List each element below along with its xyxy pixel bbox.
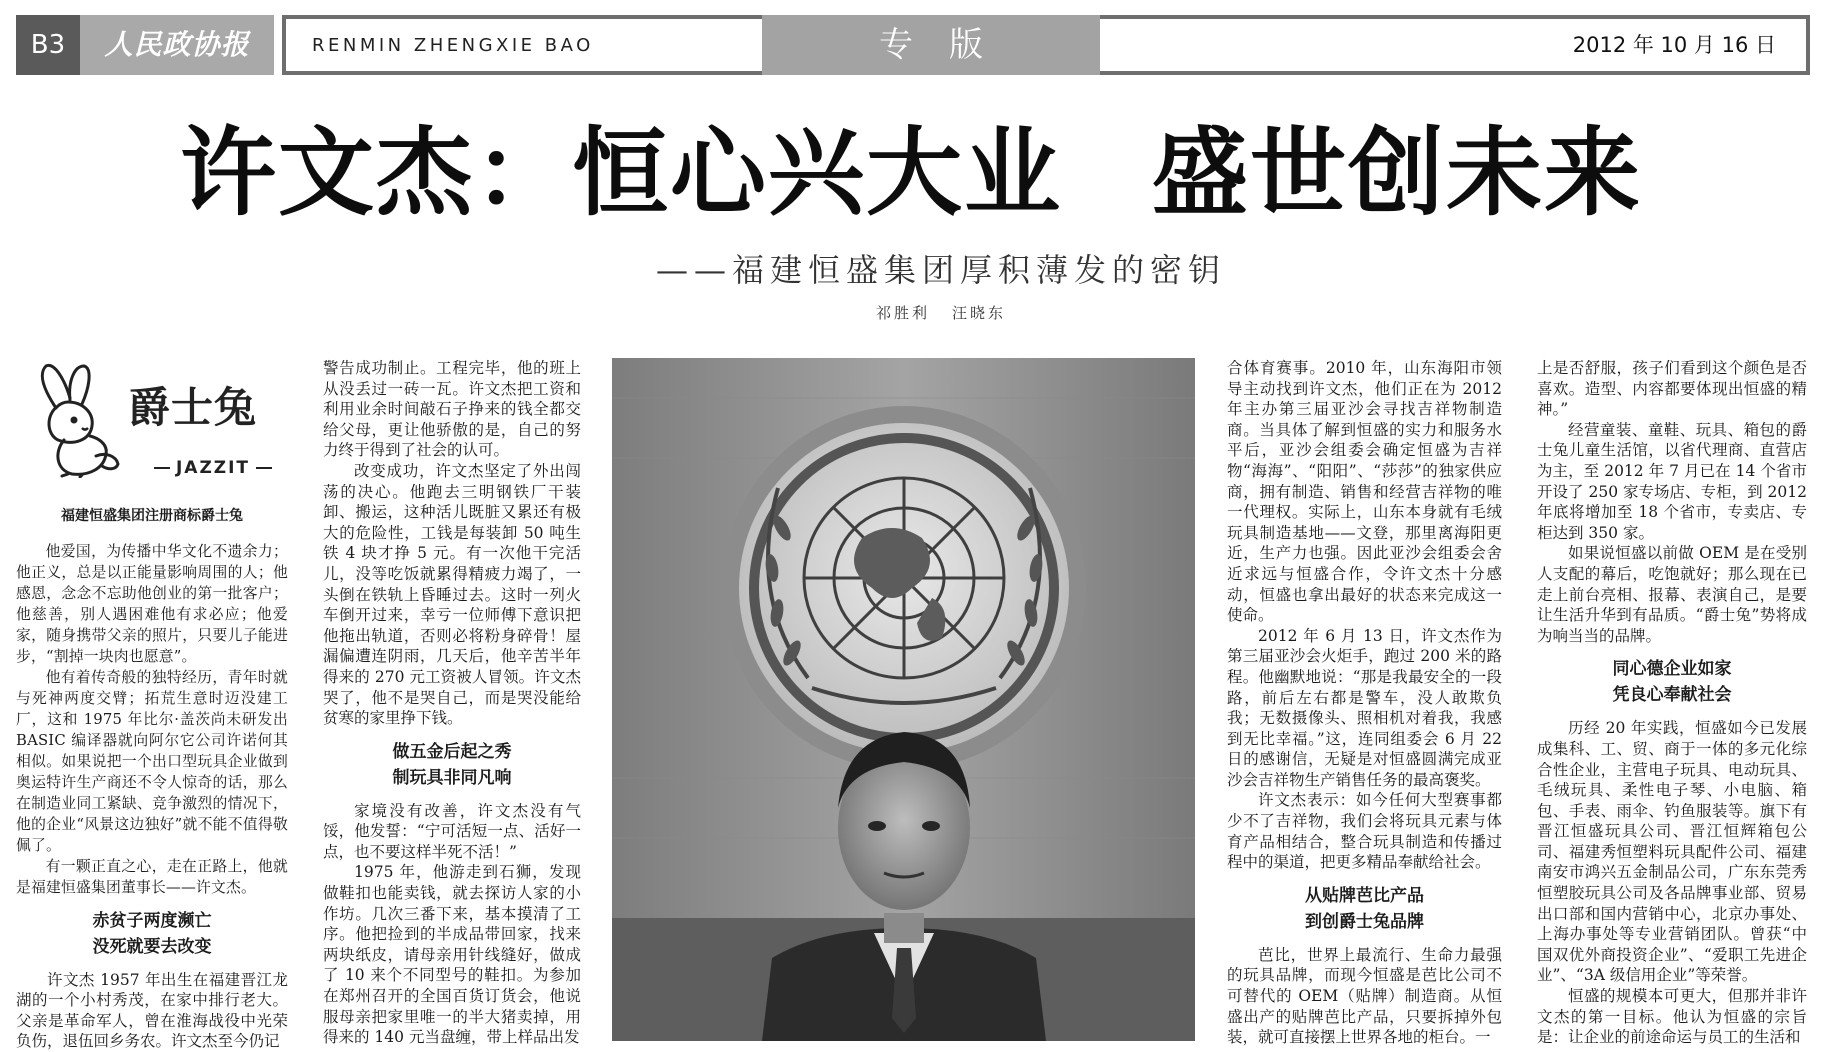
brand-logo [16, 358, 288, 478]
section-label: 专版 [762, 15, 1100, 75]
intro-paragraph: 有一颗正直之心，走在正路上，他就是福建恒盛集团董事长——许文杰。 [16, 857, 288, 896]
body-paragraph: 上是否舒服，孩子们看到这个颜色是否喜欢。造型、内容都要体现出恒盛的精神。” [1537, 359, 1807, 419]
body-paragraph: 警告成功制止。工程完毕，他的班上从没丢过一砖一瓦。许文杰把工资和利用业余时间敲石子挣来的钱全都交给父母，更让他骄傲的是，自己的努力终于得到了社会的认可。 [323, 359, 581, 460]
masthead [16, 15, 1810, 75]
body-paragraph: 合体育赛事。2010 年，山东海阳市领导主动找到许文杰，他们正在为 2012 年主办第三届亚沙会寻找吉祥物制造商。当具体了解到恒盛的实力和服务水平后，亚沙会组委会确定恒盛为吉祥物“海海”、“阳阳”、“莎莎”的独家供应商，拥有制造、销售和经营吉祥物的唯一代理权。实际上，山东本身就有毛绒玩具制造基地——文登，那里离海阳更近，生产力也强。因此亚沙会组委会舍近求远与恒盛合作，令许文杰十分感动，恒盛也拿出最好的状态来完成这一使命。 [1227, 359, 1502, 625]
body-paragraph: 改变成功，许文杰坚定了外出闯荡的决心。他跑去三明钢铁厂干装卸、搬运，这种活儿既脏又累还有极大的危险性，工钱是每装卸 50 吨生铁 4 块才挣 5 元。有一次他干完活儿，没等吃饭就累得精疲力竭了，一头倒在铁轨上昏睡过去。这时一列火车倒开过来，幸亏一位师傅下意识把他拖出轨道，否则必将粉身碎骨！屋漏偏遭连阴雨，几天后，他辛苦半年得来的 270 元工资被人冒领。许文杰哭了，他不是哭自己，而是哭没能给贫寒的家里挣下钱。 [323, 461, 581, 728]
column-1 [16, 358, 288, 1052]
column-4 [1227, 358, 1502, 1048]
author: 汪晓东 [952, 304, 1007, 322]
headline [0, 118, 1822, 228]
byline [0, 302, 1822, 323]
article-photo [612, 358, 1195, 1041]
brand-name-en: JAZZIT [128, 458, 298, 479]
column-5 [1537, 358, 1807, 1048]
heading-line: 没死就要去改变 [92, 936, 212, 957]
photo-illustration [612, 358, 1195, 1041]
intro-paragraph: 他有着传奇般的独特经历，青年时就与死神两度交臂；拓荒生意时迈没建工厂，这和 1975 年比尔·盖茨尚未研发出 BASIC 编译器就向阿尔它公司许诺何其相似。如果说把一个出口型玩具企业做到奥运特许生产商还不令人惊奇的话，那么在制造业同工紧缺、竞争激烈的情况下，他的企业“风景这边独好”就不能不值得敬佩了。 [16, 668, 288, 854]
heading-line: 到创爵士兔品牌 [1305, 911, 1424, 932]
body-paragraph: 芭比，世界上最流行、生命力最强的玩具品牌，而现今恒盛是芭比公司不可替代的 OEM（贴牌）制造商。从恒盛出产的贴牌芭比产品，只要拆掉外包装，就可直接摆上世界各地的柜台。一 [1227, 945, 1502, 1047]
section-heading [323, 739, 581, 791]
body-paragraph: 1975 年，他游走到石狮，发现做鞋扣也能卖钱，就去探访人家的小作坊。几次三番下来，基本摸清了工序。他把捡到的半成品带回家，找来两块纸皮，请母亲用针线缝好，做成了 10 来个不同型号的鞋扣。为参加在郑州召开的全国百货订货会，他说服母亲把家里唯一的半大猪卖掉，用得来的 140 元当盘缠，带上样品出发 [323, 863, 581, 1047]
heading-line: 赤贫子两度濒亡 [92, 910, 212, 931]
author: 祁胜利 [875, 304, 930, 322]
body-paragraph: 如果说恒盛以前做 OEM 是在受别人支配的幕后，吃饱就好；那么现在已走上前台亮相、报幕、表演自己，是要让生活升华到有品质。“爵士兔”势将成为响当当的品牌。 [1537, 544, 1807, 645]
section-heading [1537, 656, 1807, 708]
body-paragraph: 恒盛的规模本可更大，但那并非许文杰的第一目标。他认为恒盛的宗旨是：让企业的前途命运与员工的生活和 [1537, 987, 1807, 1047]
heading-line: 从贴牌芭比产品 [1305, 885, 1424, 906]
column-2 [323, 358, 581, 1048]
headline-part-1: 许文杰：恒心兴大业 [180, 117, 1062, 229]
intro-block [16, 541, 288, 898]
body-paragraph: 许文杰 1957 年出生在福建晋江龙湖的一个小村秀茂，在家中排行老大。父亲是革命军人，曾在淮海战役中光荣负伤，退伍回乡务农。许文杰至今仍记 [16, 970, 288, 1051]
body-paragraph: 2012 年 6 月 13 日，许文杰作为第三届亚沙会火炬手，跑过 200 米的路程。他幽默地说：“那是我最安全的一段路，前后左右都是警车，没人敢欺负我；无数摄像头、照相机对着我，我感到无比幸福。”这，连同组委会 6 月 22 日的感谢信，无疑是对恒盛圆满完成亚沙会吉祥物生产销售任务的最高褒奖。 [1227, 626, 1502, 789]
section-heading [1227, 883, 1502, 935]
brand-name: 爵士兔 [128, 383, 258, 432]
newspaper-name-en: RENMIN ZHENGXIE BAO [312, 35, 594, 56]
issue-date: 2012 年 10 月 16 日 [1572, 33, 1776, 57]
body-paragraph: 经营童装、童鞋、玩具、箱包的爵士兔儿童生活馆，以省代理商、直营店为主，至 2012 年 7 月已在 14 个省市开设了 250 家专场店、专柜，到 2012 年底将增加至 18 个省市，专卖店、专柜达到 350 家。 [1537, 420, 1807, 542]
section-heading [16, 908, 288, 960]
heading-line: 同心德企业如家 [1612, 659, 1732, 680]
headline-part-2: 盛世创未来 [1152, 117, 1642, 229]
body-paragraph: 历经 20 年实践，恒盛如今已发展成集科、工、贸、商于一体的多元化综合性企业，主营电子玩具、电动玩具、毛绒玩具、柔性电子琴、小电脑、箱包、手表、雨伞、钓鱼服装等。旗下有晋江恒盛玩具公司、晋江恒辉箱包公司、福建秀恒塑料玩具配件公司、福建南安市鸿兴五金制品公司，广东东莞秀恒塑胶玩具公司及各品牌事业部、贸易出口部和国内营销中心，北京办事处、上海办事处等专业营销团队。曾获“中国双优外商投资企业”、“爱职工先进企业”、“3A 级信用企业”等荣誉。 [1537, 719, 1807, 985]
logo-caption: 福建恒盛集团注册商标爵士兔 [61, 508, 243, 524]
rabbit-icon [34, 360, 126, 478]
intro-paragraph: 他爱国，为传播中华文化不遗余力；他正义，总是以正能量影响周围的人；他感恩，念念不忘助他创业的第一批客户；他慈善，别人遇困难他有求必应；他爱家，随身携带父亲的照片，只要儿子能进步，“割掉一块肉也愿意”。 [16, 542, 288, 665]
newspaper-logo: 人民政协报 [80, 15, 274, 75]
body-paragraph: 家境没有改善，许文杰没有气馁，他发誓：“宁可活短一点、活好一点，也不要这样半死不活！” [323, 801, 581, 861]
subtitle: ——福建恒盛集团厚积薄发的密钥 [655, 251, 1226, 289]
body-paragraph: 许文杰表示：如今任何大型赛事都少不了吉祥物，我们会将玩具元素与体育产品相结合，整合玩具制造和传播过程中的渠道，把更多精品奉献给社会。 [1227, 791, 1502, 872]
heading-line: 制玩具非同凡响 [392, 767, 512, 788]
heading-line: 凭良心奉献社会 [1612, 685, 1732, 706]
heading-line: 做五金后起之秀 [392, 741, 512, 762]
page-number: B3 [16, 15, 80, 75]
